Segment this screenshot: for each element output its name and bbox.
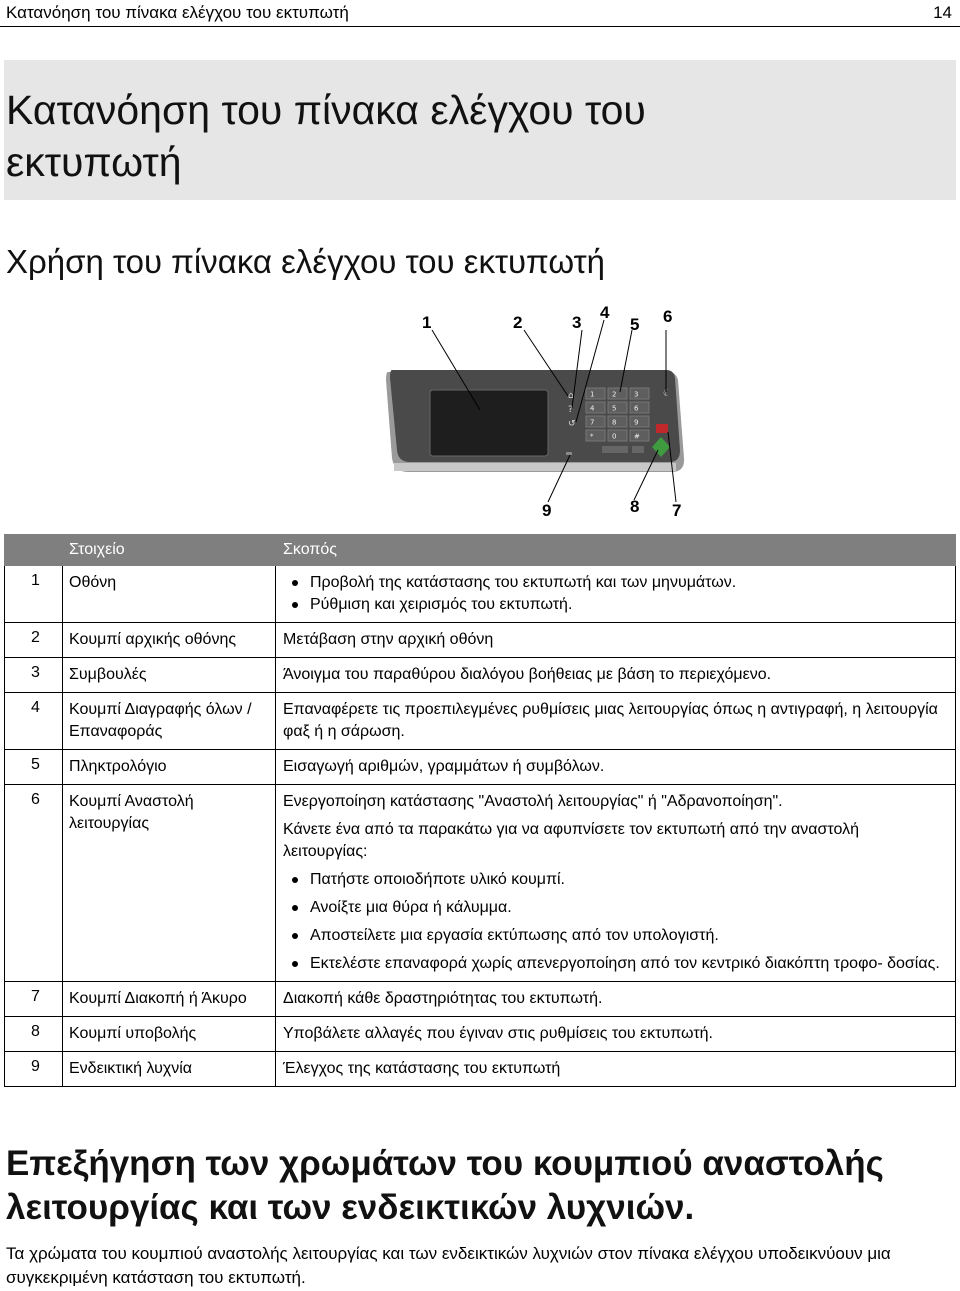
indicator-light bbox=[566, 452, 572, 455]
control-panel-table bbox=[4, 534, 956, 1087]
control-panel-figure bbox=[380, 300, 700, 530]
row-number: 5 bbox=[5, 750, 63, 785]
row-number: 3 bbox=[5, 658, 63, 693]
row-number: 7 bbox=[5, 982, 63, 1017]
row-number: 4 bbox=[5, 693, 63, 750]
keypad-key bbox=[586, 402, 605, 413]
tips-icon: ? bbox=[568, 405, 573, 415]
bullet-item: Ανοίξτε μια θύρα ή κάλυμμα. bbox=[283, 897, 945, 919]
section-title: Χρήση του πίνακα ελέγχου του εκτυπωτή bbox=[6, 243, 606, 280]
keypad-key-label: * bbox=[590, 432, 594, 441]
stop-button bbox=[656, 424, 668, 433]
pause-key bbox=[632, 446, 644, 453]
row-item: Κουμπί Διαγραφής όλων / Επαναφοράς bbox=[63, 693, 276, 750]
row-number: 1 bbox=[5, 566, 63, 623]
row-purpose bbox=[276, 566, 956, 623]
callout-3: 3 bbox=[572, 313, 582, 332]
keypad-key-label: 6 bbox=[634, 404, 639, 413]
row-item: Οθόνη bbox=[63, 566, 276, 623]
row-number: 8 bbox=[5, 1017, 63, 1052]
bullet-item: Αποστείλετε μια εργασία εκτύπωσης από τον υπολογιστή. bbox=[283, 925, 945, 947]
bullet-item: Πατήστε οποιοδήποτε υλικό κουμπί. bbox=[283, 869, 945, 891]
keypad-key-label: 4 bbox=[590, 404, 595, 413]
row-purpose: Εισαγωγή αριθμών, γραμμάτων ή συμβόλων. bbox=[276, 750, 956, 785]
row-purpose: Έλεγχος της κατάστασης του εκτυπωτή bbox=[276, 1052, 956, 1087]
keypad-key bbox=[608, 430, 627, 441]
header-item: Στοιχείο bbox=[63, 535, 276, 566]
table-row bbox=[5, 623, 956, 658]
panel-base bbox=[394, 463, 676, 471]
table-row bbox=[5, 693, 956, 750]
running-header bbox=[0, 0, 960, 27]
keypad-key-label: 3 bbox=[634, 390, 639, 399]
keypad-key bbox=[586, 416, 605, 427]
row-purpose bbox=[276, 785, 956, 982]
keypad-key-label: 8 bbox=[612, 418, 617, 427]
page-number: 14 bbox=[933, 3, 952, 22]
body-paragraph: Τα χρώματα του κουμπιού αναστολής λειτουργίας και των ενδεικτικών λυχνιών στον πίνακα ελέγχου υποδεικνύουν μια συγκεκριμένη κατάσταση του εκτυπωτή. bbox=[6, 1244, 891, 1287]
backspace-key bbox=[602, 446, 628, 453]
bullet-item: Εκτελέστε επαναφορά χωρίς απενεργοποίηση από τον κεντρικό διακόπτη τροφο- δοσίας. bbox=[283, 953, 945, 975]
table-row bbox=[5, 750, 956, 785]
keypad-key-label: # bbox=[634, 432, 640, 441]
row-number: 9 bbox=[5, 1052, 63, 1087]
row-number: 2 bbox=[5, 623, 63, 658]
subsection-title: Επεξήγηση των χρωμάτων του κουμπιού αναστολής λειτουργίας και των ενδεικτικών λυχνιών. bbox=[6, 1144, 884, 1227]
keypad-key bbox=[586, 430, 605, 441]
row-number: 6 bbox=[5, 785, 63, 982]
bullet-item: Ρύθμιση και χειρισμός του εκτυπωτή. bbox=[283, 594, 945, 616]
table-row bbox=[5, 982, 956, 1017]
keypad-key bbox=[630, 388, 649, 399]
row-purpose: Διακοπή κάθε δραστηριότητας του εκτυπωτή. bbox=[276, 982, 956, 1017]
keypad-key bbox=[586, 388, 605, 399]
keypad-key bbox=[608, 402, 627, 413]
keypad-key bbox=[608, 388, 627, 399]
purpose-text: Ενεργοποίηση κατάστασης "Αναστολή λειτουργίας" ή "Αδρανοποίηση". bbox=[283, 793, 783, 810]
table-row bbox=[5, 1017, 956, 1052]
callout-7: 7 bbox=[672, 501, 682, 520]
keypad-key bbox=[608, 416, 627, 427]
chapter-title: Κατανόηση του πίνακα ελέγχου του εκτυπωτή bbox=[6, 87, 646, 185]
keypad-key-label: 5 bbox=[612, 404, 617, 413]
display-screen bbox=[430, 390, 548, 456]
keypad-key-label: 9 bbox=[634, 418, 639, 427]
callout-5: 5 bbox=[630, 315, 640, 334]
callout-9: 9 bbox=[542, 501, 552, 520]
table-row bbox=[5, 785, 956, 982]
keypad-key-label: 0 bbox=[612, 432, 617, 441]
callout-1: 1 bbox=[422, 313, 432, 332]
purpose-text: Κάνετε ένα από τα παρακάτω για να αφυπνίσετε τον εκτυπωτή από την αναστολή λειτουργίας: bbox=[283, 821, 859, 860]
keypad-key-label: 1 bbox=[590, 390, 595, 399]
table-row bbox=[5, 1052, 956, 1087]
row-purpose: Μετάβαση στην αρχική οθόνη bbox=[276, 623, 956, 658]
header-purpose: Σκοπός bbox=[276, 535, 956, 566]
row-item: Κουμπί Αναστολή λειτουργίας bbox=[63, 785, 276, 982]
keypad-key-label: 2 bbox=[612, 390, 617, 399]
sleep-icon: ☾ bbox=[663, 389, 672, 399]
row-purpose: Επαναφέρετε τις προεπιλεγμένες ρυθμίσεις μιας λειτουργίας όπως η αντιγραφή, η λειτουργία φαξ ή η σάρωση. bbox=[276, 693, 956, 750]
row-item: Ενδεικτική λυχνία bbox=[63, 1052, 276, 1087]
row-item: Κουμπί αρχικής οθόνης bbox=[63, 623, 276, 658]
home-icon: ⌂ bbox=[568, 391, 574, 401]
reset-icon: ↺ bbox=[568, 419, 576, 429]
header-title: Κατανόηση του πίνακα ελέγχου του εκτυπωτή bbox=[6, 3, 349, 22]
callout-4: 4 bbox=[600, 303, 610, 322]
row-item: Κουμπί Διακοπή ή Άκυρο bbox=[63, 982, 276, 1017]
callout-6: 6 bbox=[663, 307, 673, 326]
keypad-key bbox=[630, 402, 649, 413]
callout-8: 8 bbox=[630, 497, 640, 516]
header-blank bbox=[5, 535, 63, 566]
row-purpose: Άνοιγμα του παραθύρου διαλόγου βοήθειας με βάση το περιεχόμενο. bbox=[276, 658, 956, 693]
bullet-item: Προβολή της κατάστασης του εκτυπωτή και των μηνυμάτων. bbox=[283, 572, 945, 594]
row-item: Πληκτρολόγιο bbox=[63, 750, 276, 785]
keypad-key-label: 7 bbox=[590, 418, 595, 427]
table-row bbox=[5, 658, 956, 693]
row-item: Συμβουλές bbox=[63, 658, 276, 693]
table-row bbox=[5, 566, 956, 623]
row-item: Κουμπί υποβολής bbox=[63, 1017, 276, 1052]
callout-2: 2 bbox=[513, 313, 523, 332]
row-purpose: Υποβάλετε αλλαγές που έγιναν στις ρυθμίσεις του εκτυπωτή. bbox=[276, 1017, 956, 1052]
table-header-row bbox=[5, 535, 956, 566]
keypad-key bbox=[630, 416, 649, 427]
